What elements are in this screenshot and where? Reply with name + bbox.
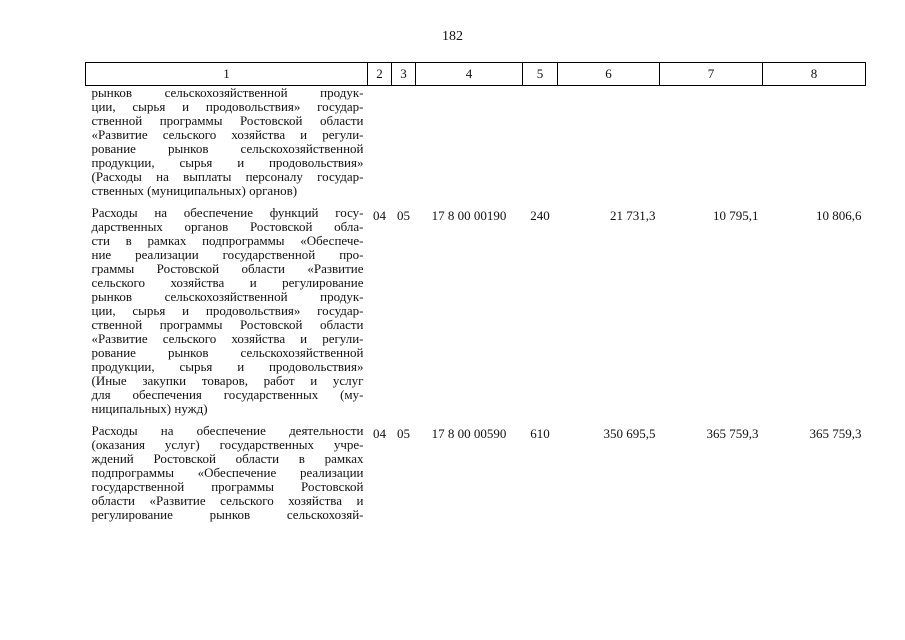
- description-line: ниципальных) нужд): [91, 401, 208, 416]
- amount-col-6: 350 695,5: [603, 426, 656, 441]
- budget-table: [85, 62, 866, 522]
- description-line: (Иные закупки товаров, работ и услуг: [91, 373, 364, 388]
- description-line: Расходы на обеспечение функций госу-: [91, 205, 364, 220]
- column-header-2: 2: [368, 63, 392, 86]
- description-line: ственной программы Ростовской области: [91, 317, 364, 332]
- column-header-8: 8: [763, 63, 866, 86]
- table-header-row: [86, 63, 866, 86]
- description-line: ственных (муниципальных) органов): [91, 183, 298, 198]
- amount-col-8: [763, 86, 866, 199]
- description-line: (оказания услуг) государственных учре-: [91, 437, 364, 452]
- description-line: государственной программы Ростовской: [91, 479, 364, 494]
- description-line: ции, сырья и продовольствия» государ-: [91, 303, 364, 318]
- column-header-4: 4: [416, 63, 523, 86]
- target-article-code: 17 8 00 00590: [431, 426, 507, 441]
- table-row: [86, 206, 866, 416]
- description-line: регулирование рынков сельскохозяй-: [91, 507, 364, 522]
- description-line: дарственных органов Ростовской обла-: [91, 219, 364, 234]
- expense-type-code: 240: [530, 208, 550, 223]
- row-description: [86, 86, 368, 199]
- description-line: «Развитие сельского хозяйства и регули-: [91, 331, 364, 346]
- description-line: рынков сельскохозяйственной продук-: [91, 85, 364, 100]
- column-header-1: 1: [86, 63, 368, 86]
- section-code: 04: [373, 208, 386, 223]
- section-code: 04: [373, 426, 386, 441]
- subsection-code: 05: [397, 208, 410, 223]
- description-line: граммы Ростовской области «Развитие: [91, 261, 364, 276]
- target-article-code: 17 8 00 00190: [431, 208, 507, 223]
- amount-col-8: 365 759,3: [809, 426, 862, 441]
- subsection-code: [392, 86, 416, 199]
- amount-col-6: [558, 86, 660, 199]
- description-line: ждений Ростовской области в рамках: [91, 451, 364, 466]
- description-line: «Развитие сельского хозяйства и регули-: [91, 127, 364, 142]
- amount-col-7: 365 759,3: [706, 426, 759, 441]
- description-line: ние реализации государственной про-: [91, 247, 364, 262]
- description-line: сти в рамках подпрограммы «Обеспече-: [91, 233, 364, 248]
- page-number: 182: [442, 29, 463, 44]
- row-description: [86, 206, 368, 416]
- description-line: (Расходы на выплаты персоналу государ-: [91, 169, 364, 184]
- description-line: подпрограммы «Обеспечение реализации: [91, 465, 364, 480]
- amount-col-7: 10 795,1: [713, 208, 759, 223]
- table-row: [86, 86, 866, 199]
- column-header-6: 6: [558, 63, 660, 86]
- section-code: [368, 86, 392, 199]
- description-line: ственной программы Ростовской области: [91, 113, 364, 128]
- description-line: продукции, сырья и продовольствия»: [91, 155, 364, 170]
- description-line: для обеспечения государственных (му-: [91, 387, 364, 402]
- amount-col-7: [660, 86, 763, 199]
- description-line: продукции, сырья и продовольствия»: [91, 359, 364, 374]
- column-header-5: 5: [523, 63, 558, 86]
- row-description: [86, 424, 368, 522]
- description-line: сельского хозяйства и регулирование: [91, 275, 364, 290]
- table-row: [86, 424, 866, 522]
- description-line: рынков сельскохозяйственной продук-: [91, 289, 364, 304]
- description-line: рование рынков сельскохозяйственной: [91, 345, 364, 360]
- description-line: области «Развитие сельского хозяйства и: [91, 493, 364, 508]
- description-line: рование рынков сельскохозяйственной: [91, 141, 364, 156]
- expense-type-code: [523, 86, 558, 199]
- column-header-3: 3: [392, 63, 416, 86]
- amount-col-8: 10 806,6: [816, 208, 862, 223]
- amount-col-6: 21 731,3: [610, 208, 656, 223]
- subsection-code: 05: [397, 426, 410, 441]
- column-header-7: 7: [660, 63, 763, 86]
- description-line: Расходы на обеспечение деятельности: [91, 423, 364, 438]
- expense-type-code: 610: [530, 426, 550, 441]
- target-article-code: [416, 86, 523, 199]
- description-line: ции, сырья и продовольствия» государ-: [91, 99, 364, 114]
